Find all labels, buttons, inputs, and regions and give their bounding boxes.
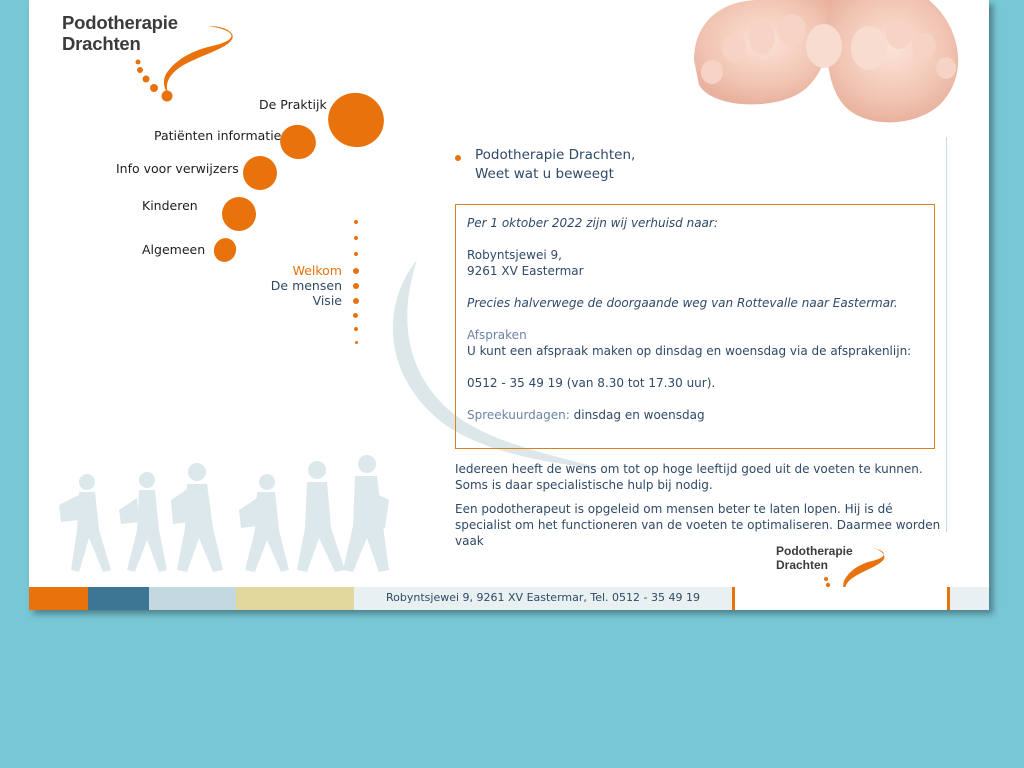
intro-paragraph: Iedereen heeft de wens om tot op hoge leeftijd goed uit de voeten te kunnen. Soms is daar specialistische hulp bij nodig. [455,462,923,492]
nav-algemeen[interactable]: Algemeen [142,242,206,257]
nav-de-praktijk[interactable]: De Praktijk [259,97,327,112]
location-note: Precies halverwege de doorgaande weg van Rottevalle naar Eastermar. [467,296,898,310]
footer-segment-end [950,587,989,610]
appointments-label: Afspraken [467,328,527,342]
dot-icon [354,327,358,331]
dot-icon [353,298,359,304]
footer-segment-orange [29,587,88,610]
nav-ovals [209,90,389,270]
subnav-visie[interactable]: Visie [312,293,342,308]
feet-photo [684,0,964,135]
footer-address: Robyntsjewei 9, 9261 XV Eastermar, Tel. 0512 - 35 49 19 [386,591,700,604]
intro-paragraph: Een podotherapeut is opgeleid om mensen beter te laten lopen. Hij is dé specialist om het functioneren van de voeten te optimaliseren. Daarmee worden vaak [455,502,941,548]
nav-kinderen[interactable]: Kinderen [142,198,198,213]
subnav-welkom[interactable]: Welkom [292,263,342,278]
consult-days [467,407,923,423]
footer-segment-light-blue [149,587,236,610]
page-container [29,0,989,610]
footer-segment-white [735,587,947,610]
dot-icon [355,341,358,344]
subnav-de-mensen[interactable]: De mensen [270,278,342,293]
consult-label: Spreekuurdagen: [467,408,570,422]
phone-text: 0512 - 35 49 19 (van 8.30 tot 17.30 uur). [467,376,716,390]
notice-intro: Per 1 oktober 2022 zijn wij verhuisd naar: [467,216,718,230]
bullet-icon [455,155,461,161]
nav-patienten-informatie[interactable]: Patiënten informatie [154,128,282,143]
dot-icon [354,252,358,256]
footer-segment-sand [236,587,354,610]
dot-icon [353,268,359,274]
footer-logo-text: Podotherapie Drachten [776,544,853,572]
dot-icon [353,313,358,318]
dot-icon [353,283,359,289]
address-line-2: 9261 XV Eastermar [467,264,584,278]
consult-text: dinsdag en woensdag [569,408,705,422]
intro-text-area[interactable] [455,461,945,548]
logo-text: Podotherapie Drachten [62,12,178,54]
content-divider [946,137,947,532]
footer-segment-blue [88,587,149,610]
dot-icon [354,220,358,224]
address-line-1: Robyntsjewei 9, [467,248,562,262]
dot-icon [354,236,358,240]
walking-people-silhouette [49,450,389,580]
appointments-text: U kunt een afspraak maken op dinsdag en woensdag via de afsprakenlijn: [467,344,912,358]
nav-info-voor-verwijzers[interactable]: Info voor verwijzers [116,161,239,176]
page-headline: Podotherapie Drachten, Weet wat u beweegt [475,147,636,182]
relocation-notice [455,204,935,449]
